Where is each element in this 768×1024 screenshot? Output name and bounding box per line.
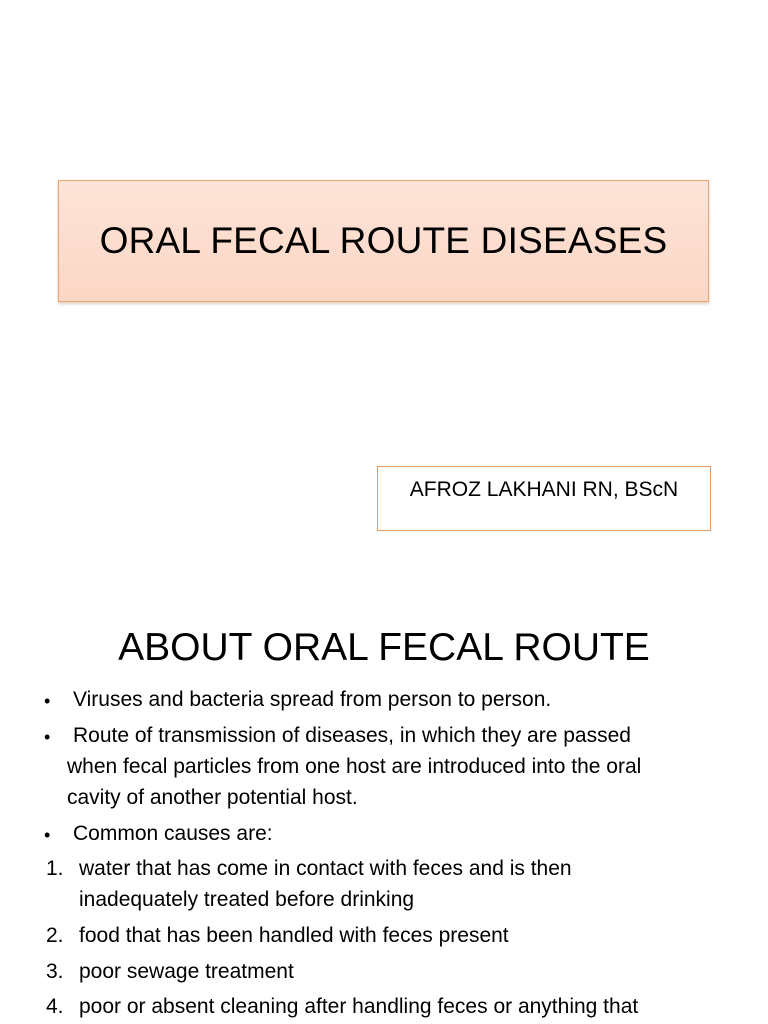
list-number: 3. (46, 960, 64, 983)
cause-2-line-1: food that has been handled with feces present (79, 924, 509, 947)
bullet-2-line-3: cavity of another potential host. (67, 786, 358, 809)
author-name: AFROZ LAKHANI RN, BScN (409, 478, 679, 501)
bullet-marker: • (44, 825, 51, 845)
cause-4-line-1: poor or absent cleaning after handling feces or anything that (79, 995, 639, 1018)
bullet-marker: • (44, 727, 51, 747)
cause-1-line-1: water that has come in contact with feces and is then (79, 857, 572, 880)
bullet-2-line-1: Route of transmission of diseases, in which they are passed (73, 724, 631, 747)
slide2-heading: ABOUT ORAL FECAL ROUTE (118, 626, 650, 669)
bullet-1-line-1: Viruses and bacteria spread from person to person. (73, 688, 552, 711)
bullet-2-line-2: when fecal particles from one host are introduced into the oral (67, 755, 642, 778)
list-number: 2. (46, 924, 64, 947)
cause-1-line-2: inadequately treated before drinking (79, 888, 415, 911)
bullet-3-line-1: Common causes are: (73, 822, 273, 845)
cause-3-line-1: poor sewage treatment (79, 960, 294, 983)
slide-title: ORAL FECAL ROUTE DISEASES (99, 220, 668, 261)
list-number: 1. (46, 857, 64, 880)
bullet-marker: • (44, 691, 51, 711)
list-number: 4. (46, 995, 64, 1018)
